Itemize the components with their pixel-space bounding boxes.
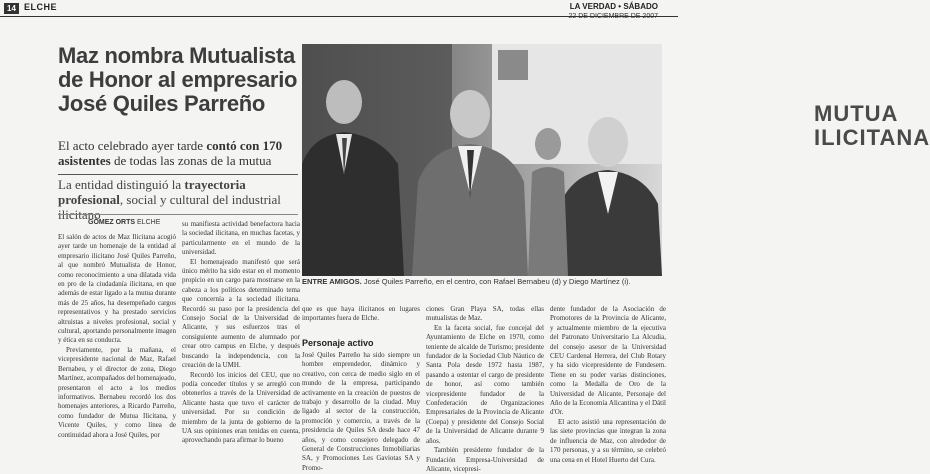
paragraph: El salón de actos de Maz Ilicitana acogió ayer tarde un homenaje de la entidad al empresario ilicitano José Quiles Parreño, al que nombró Mutualista de Honor, como reconocimiento a una dilatada vida en pro de la ciudadanía ilicitana, en que además de estar ligado a la mutua durante más de 25 años, ha desempeñado cargos representativos y ha prestado servicios altruistas a niveles profesional, social y cultural, aportando personalmente imagen y ética en su conducta. <box>58 233 176 345</box>
subdeck-text-bold: trayectoria profesional <box>58 177 246 207</box>
text-column-2 <box>182 220 300 472</box>
issue-date: 22 DE DICIEMBRE DE 2007 <box>568 13 658 20</box>
deck-text-bold: contó con 170 asistentes <box>58 138 283 168</box>
text-column-4 <box>426 305 544 472</box>
deck-text-end: de todas las zonas de la mutua <box>110 153 272 168</box>
paragraph: Recordó los inicios del CEU, que no podía conceder títulos y se arregló con obtenerlos a través de la Universidad de Alicante hasta que tuvo el carácter de universidad. Por su condición de miembro de la junta de gobierno de la UA sus opiniones eran tenidas en cuenta, aprovechando para afirmar lo bueno <box>182 370 300 445</box>
mutua-sign-text <box>814 102 930 150</box>
divider <box>58 214 298 215</box>
section-subhead: Personaje activo <box>302 338 374 348</box>
text-column-3-top <box>302 305 420 329</box>
caption-text: José Quiles Parreño, en el centro, con Rafael Bernabeu (d) y Diego Martínez (i). <box>361 277 631 286</box>
paragraph: su manifiesta actividad benefactora hacia la sociedad ilicitana, en muchas facetas, y particularmente en el mundo de la universidad. <box>182 220 300 257</box>
paragraph: En la faceta social, fue concejal del Ayuntamiento de Elche en 1970, como teniente de alcalde de Turismo; presidente fundador de la Sociedad Club Náutico de Santa Pola desde 1972 hasta 1987, pasando a ostentar el cargo de presidente de honor, así como también vicepresidente fundador de la Confederación de Organizaciones Empresariales de la Provincia de Alicante (Coepa) y presidente del Consejo Social de la Universidad de Alicante durante 9 años. <box>426 323 544 445</box>
paragraph: Previamente, por la mañana, el vicepresidente nacional de Maz, Rafael Bernabeu, y el director de zona, Diego Martínez, acompañados del homenajeado, presentaron el acto a los medios informativos. Bernabeu recordó los dos homenajes anteriores, a Ricardo Parreño, como fundador de Mutua Ilicitana, y Vicente Quiles, y como línea de continuidad ahora a José Quiles, por <box>58 345 176 439</box>
byline-author: GÓMEZ ORTS <box>88 219 136 226</box>
subdeck-text-start: La entidad distinguió la <box>58 177 185 192</box>
text-column-1 <box>58 233 176 472</box>
byline <box>88 219 160 226</box>
newspaper-name: LA VERDAD • SÁBADO <box>569 2 658 11</box>
byline-city: ELCHE <box>137 219 161 226</box>
photo-caption <box>302 277 662 289</box>
section-name: ELCHE <box>24 2 58 12</box>
paragraph: que es que haya ilicitanos en lugares importantes fuera de Elche. <box>302 305 420 323</box>
deck-text-start: El acto celebrado ayer tarde <box>58 138 207 153</box>
article-deck <box>58 138 298 168</box>
subdeck-text-end: , social y cultural del industrial ilicitano <box>58 192 281 222</box>
article-photo <box>302 44 930 276</box>
paragraph: José Quiles Parreño ha sido siempre un hombre emprendedor, dinámico y creativo, con cerca de medio siglo en el mundo de la empresa, participando activamente en la creación de puestos de trabajo y desarrollo de la ciudad. Muy ligado al sector de la construcción, promoción y comercio, a través de la presidencia de Quiles SA desde hace 47 años, y como consejero delegado de General de Construcciones Inmobiliarias SA, y Promociones Les Gaviotas SA y Promo- <box>302 351 420 472</box>
page-number: 14 <box>4 3 19 14</box>
page-header <box>0 2 678 20</box>
article-subdeck <box>58 177 298 222</box>
paragraph: También presidente fundador de la Fundación Empresa-Universidad de Alicante, vicepresi- <box>426 446 544 473</box>
paragraph: dente fundador de la Asociación de Promotores de la Provincia de Alicante, y actualmente miembro de la ejecutiva del Patronato Universitario La Alcudia, del consejo asesor de la Universidad CEU Cardenal Herrera, del Club Rotary y ha sido vicepresidente de Fundesem. Tiene en su poder varias distinciones, como la Medalla de Oro de la Universidad de Alicante, Personaje del Año de la Economía Alicantina y el Dátil d'Or. <box>550 305 666 417</box>
text-column-5 <box>550 305 666 472</box>
paragraph: El homenajeado manifestó que será único mérito ha sido estar en el momento propicio en un cargo para mostrarse en la cabeza a los políticos determinado tema que concernía a la sociedad ilicitana. Recordó su paso por la presidencia del Consejo Social de la Universidad de Alicante, y sus esfuerzos tras el consiguiente aumento de alumnado por crear otro campus en Elche, y después buscando la independencia, con la creación de la UMH. <box>182 257 300 370</box>
text-column-3 <box>302 351 420 472</box>
paragraph: ciones Gran Playa SA, todas ellas mutualistas de Maz. <box>426 305 544 323</box>
article-headline: Maz nombra Mutualista de Honor al empresario José Quiles Parreño <box>58 43 298 116</box>
photo-illustration <box>302 44 662 276</box>
divider <box>58 174 298 175</box>
sign-line: ILICITANA <box>814 125 930 150</box>
paragraph: El acto asistió una representación de las siete provincias que integran la zona de influencia de Maz, con alrededor de 170 personas, y a su término, se celebró una cena en el Hotel Huerto del Cura. <box>550 417 666 464</box>
sign-line: MUTUA <box>814 101 899 126</box>
caption-label: ENTRE AMIGOS. <box>302 277 362 286</box>
